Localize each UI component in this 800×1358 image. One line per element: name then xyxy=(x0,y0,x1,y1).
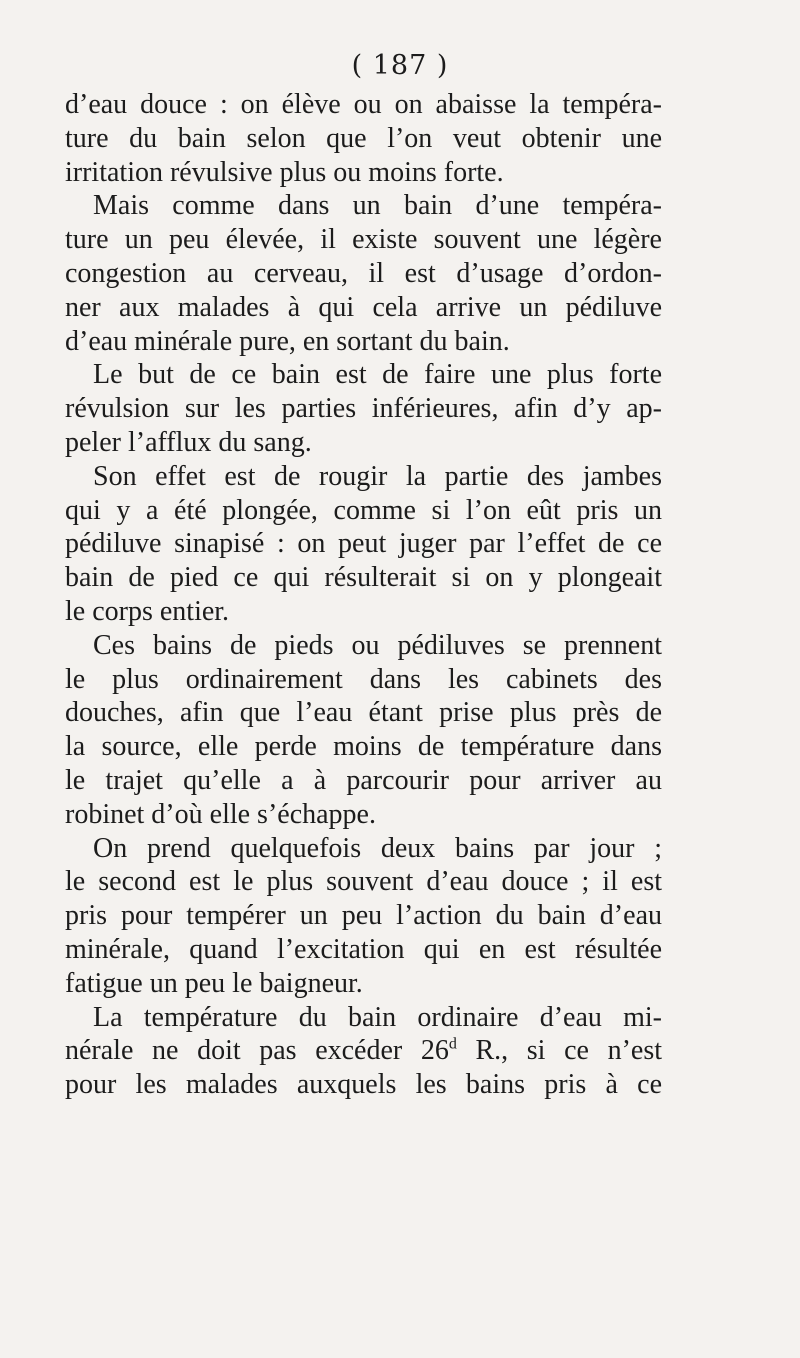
text-line: La température du bain ordinaire d’eau mi- xyxy=(93,1001,662,1033)
text-line: pris pour tempérer un peu l’action du bain d’eau xyxy=(65,900,662,932)
text-line: minérale, quand l’excitation qui en est résultée xyxy=(65,933,662,965)
text-line-part: nérale ne doit pas excéder 26 xyxy=(65,1035,449,1067)
text-line: robinet d’où elle s’échappe. xyxy=(65,798,376,830)
text-line: Son effet est de rougir la partie des jambes xyxy=(93,460,662,492)
text-line: pour les malades auxquels les bains pris à ce xyxy=(65,1069,662,1101)
text-line: Ces bains de pieds ou pédiluves se prennent xyxy=(93,629,662,661)
text-line: On prend quelquefois deux bains par jour ; xyxy=(93,832,662,864)
text-line: fatigue un peu le baigneur. xyxy=(65,967,363,999)
page-number: ( 187 ) xyxy=(351,50,449,81)
text-line: pédiluve sinapisé : on peut juger par l’effet de ce xyxy=(65,528,662,560)
text-line: bain de pied ce qui résulterait si on y plongeait xyxy=(65,562,662,594)
text-line: le plus ordinairement dans les cabinets des xyxy=(65,663,662,695)
text-line: ture un peu élevée, il existe souvent une légère xyxy=(65,224,662,256)
text-line: ner aux malades à qui cela arrive un pédiluve xyxy=(65,291,662,323)
body-text xyxy=(65,88,662,1102)
text-line xyxy=(65,1034,662,1068)
text-line: peler l’afflux du sang. xyxy=(65,426,312,458)
text-line-part: R., si ce n’est xyxy=(456,1035,662,1067)
text-line: d’eau minérale pure, en sortant du bain. xyxy=(65,325,510,357)
text-line: ture du bain selon que l’on veut obtenir une xyxy=(65,122,662,154)
text-line: la source, elle perde moins de température dans xyxy=(65,731,662,763)
text-line: douches, afin que l’eau étant prise plus près de xyxy=(65,697,662,729)
text-line: qui y a été plongée, comme si l’on eût pris un xyxy=(65,494,662,526)
text-line: congestion au cerveau, il est d’usage d’ordon- xyxy=(65,257,662,289)
degree-superscript: d xyxy=(448,1035,457,1053)
text-line: Le but de ce bain est de faire une plus forte xyxy=(93,359,662,391)
text-line: d’eau douce : on élève ou on abaisse la tempéra- xyxy=(65,89,662,120)
text-line: le trajet qu’elle a à parcourir pour arriver au xyxy=(65,764,662,796)
text-line: révulsion sur les parties inférieures, afin d’y ap- xyxy=(65,393,662,425)
text-line: le second est le plus souvent d’eau douce ; il est xyxy=(65,866,662,898)
text-line: le corps entier. xyxy=(65,595,230,627)
text-line: Mais comme dans un bain d’une tempéra- xyxy=(93,190,662,222)
text-line: irritation révulsive plus ou moins forte. xyxy=(65,156,504,188)
